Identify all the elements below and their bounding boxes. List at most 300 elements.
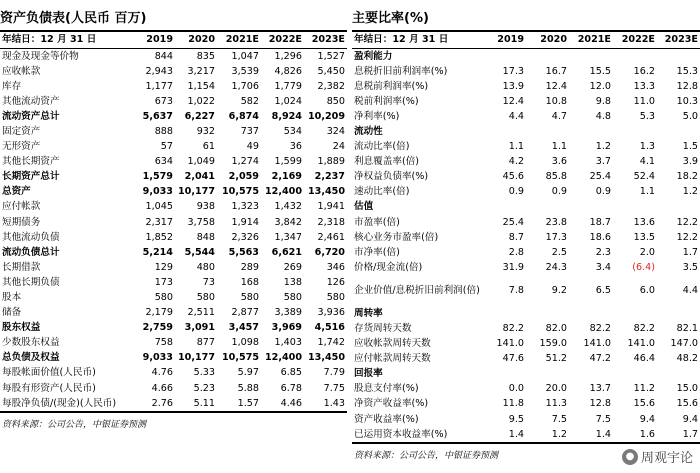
cell-value: 2,041 xyxy=(184,171,215,183)
cell-value: 2,059 xyxy=(228,171,259,183)
cell-value: 6,874 xyxy=(228,110,259,122)
cell-value: 2,179 xyxy=(145,307,173,319)
table-row xyxy=(0,215,347,230)
cell-value: 82.0 xyxy=(545,323,567,335)
cell-value: 3.9 xyxy=(682,156,698,168)
cell-value: 2,169 xyxy=(271,171,302,183)
cell-value: 5.0 xyxy=(682,110,698,122)
cell-value: 6,621 xyxy=(271,246,302,258)
wechat-icon: ● xyxy=(622,449,638,465)
table-row xyxy=(352,275,700,306)
cell-value: 5,637 xyxy=(142,110,173,122)
cell-value: 2,318 xyxy=(317,216,345,228)
cell-value: 1,742 xyxy=(317,337,345,349)
cell-value: 1,347 xyxy=(274,231,302,243)
cell-value: 47.6 xyxy=(502,353,524,365)
table-row xyxy=(0,306,347,321)
table-row xyxy=(0,79,347,94)
cell-value: 48.2 xyxy=(676,353,698,365)
cell-value: 15.6 xyxy=(633,398,655,410)
row-label: 其他长期负债 xyxy=(2,276,60,288)
row-label: 市盈率(倍) xyxy=(354,216,400,228)
cell-value: 4,826 xyxy=(274,65,302,77)
cell-value: 2.8 xyxy=(508,246,524,258)
row-label: 净资产收益率(%) xyxy=(354,398,429,410)
cell-value: 1,599 xyxy=(274,156,302,168)
cell-value: 82.2 xyxy=(589,323,611,335)
cell-value: 11.8 xyxy=(502,398,524,410)
cell-value: 1.1 xyxy=(551,141,567,153)
cell-value: 1,914 xyxy=(231,216,259,228)
cell-value: 534 xyxy=(283,125,302,137)
cell-value: 3,217 xyxy=(187,65,215,77)
cell-value: 82.2 xyxy=(502,323,524,335)
cell-value: 25.4 xyxy=(502,216,524,228)
row-label: 每股帐面价值(人民币) xyxy=(2,367,96,379)
cell-value: 5.11 xyxy=(175,396,217,412)
cell-value: 12.8 xyxy=(676,80,698,92)
cell-value: 7.5 xyxy=(595,413,611,425)
cell-value: 1.5 xyxy=(682,141,698,153)
cell-value: 877 xyxy=(196,337,215,349)
cell-value: 24 xyxy=(332,141,345,153)
row-label: 核心业务市盈率(倍) xyxy=(354,231,439,243)
cell-value: 25.4 xyxy=(589,171,611,183)
cell-value: 1,779 xyxy=(274,80,302,92)
cell-value: 3,969 xyxy=(271,322,302,334)
table-row xyxy=(0,366,347,381)
table-row xyxy=(0,49,347,65)
row-label: 流动负债总计 xyxy=(2,246,60,258)
cell-value: 159.0 xyxy=(539,338,567,350)
row-label: 流动资产总计 xyxy=(2,110,60,122)
table-row xyxy=(352,170,700,185)
cell-value: 10,177 xyxy=(177,352,215,364)
cell-value: 1,154 xyxy=(187,80,215,92)
cell-value: 3,936 xyxy=(317,307,345,319)
key-ratios-panel xyxy=(352,0,700,461)
section-heading xyxy=(352,49,700,65)
cell-value: 15.6 xyxy=(676,398,698,410)
cell-value: 6.0 xyxy=(639,284,655,296)
cell-value: 0.9 xyxy=(551,186,567,198)
cell-value: 3.6 xyxy=(551,156,567,168)
row-label: 其他长期资产 xyxy=(2,156,60,168)
row-label: 市净率(倍) xyxy=(354,246,400,258)
cell-value: 11.3 xyxy=(545,398,567,410)
table-row xyxy=(0,321,347,336)
cell-value: 1,024 xyxy=(274,95,302,107)
cell-value: 8,924 xyxy=(271,110,302,122)
cell-value: 57 xyxy=(160,141,173,153)
cell-value: 580 xyxy=(154,292,173,304)
cell-value: 1,323 xyxy=(231,201,259,213)
row-label: 股息支付率(%) xyxy=(354,383,419,395)
table-row xyxy=(352,245,700,260)
cell-value: 126 xyxy=(326,276,345,288)
cell-value: 938 xyxy=(196,201,215,213)
row-label: 净权益负债率(%) xyxy=(354,171,429,183)
cell-value: 173 xyxy=(154,276,173,288)
cell-value: 1,706 xyxy=(231,80,259,92)
table-row xyxy=(0,140,347,155)
table-row xyxy=(0,291,347,306)
cell-value: 4.66 xyxy=(151,382,173,394)
cell-value: 13,450 xyxy=(307,186,345,198)
row-label: 少数股东权益 xyxy=(2,337,60,349)
cell-value: 17.3 xyxy=(502,65,524,77)
row-label: 税前利润率(%) xyxy=(354,95,419,107)
table-row xyxy=(352,79,700,94)
cell-value: 1,403 xyxy=(274,337,302,349)
table-row xyxy=(0,230,347,245)
cell-value: 9.4 xyxy=(639,413,655,425)
cell-value: 0.9 xyxy=(508,186,524,198)
cell-value: 1.4 xyxy=(482,427,526,443)
cell-value: 289 xyxy=(240,261,259,273)
cell-value: 1.43 xyxy=(304,396,347,412)
cell-value: 848 xyxy=(196,231,215,243)
cell-value: 9.8 xyxy=(595,95,611,107)
cell-value: 269 xyxy=(283,261,302,273)
cell-value: 24.3 xyxy=(545,261,567,273)
table-row xyxy=(0,381,347,396)
cell-value: 5.3 xyxy=(639,110,655,122)
cell-value: 2,759 xyxy=(142,322,173,334)
cell-value: 9.2 xyxy=(551,284,567,296)
cell-value: 1.57 xyxy=(217,396,261,412)
row-label: 资产收益率(%) xyxy=(354,413,419,425)
cell-value: 4.8 xyxy=(595,110,611,122)
row-label: 净利率(%) xyxy=(354,110,400,122)
cell-value: 51.2 xyxy=(545,353,567,365)
cell-value: 1,274 xyxy=(231,156,259,168)
row-label: 息税前利润率(%) xyxy=(354,80,429,92)
cell-value: 580 xyxy=(240,292,259,304)
row-label: 其他流动资产 xyxy=(2,95,60,107)
table-row xyxy=(0,155,347,170)
row-label: 流动性 xyxy=(354,125,383,137)
table-row xyxy=(0,124,347,139)
cell-value: 13.7 xyxy=(589,383,611,395)
key-ratios-table xyxy=(352,30,700,444)
cell-value: 2,382 xyxy=(317,80,345,92)
balance-sheet-source: 资料来源：公司公告，中银证券预测 xyxy=(2,420,147,431)
cell-value: 17.3 xyxy=(545,231,567,243)
cell-value: 12.4 xyxy=(545,80,567,92)
cell-value: 580 xyxy=(326,292,345,304)
table-row xyxy=(0,336,347,351)
cell-value: 673 xyxy=(154,95,173,107)
table-header xyxy=(0,31,347,49)
cell-value: 1,889 xyxy=(317,156,345,168)
cell-value: 11.2 xyxy=(633,383,655,395)
table-row xyxy=(352,412,700,427)
watermark-text: 周观宇论 xyxy=(640,451,693,466)
cell-value: 2,511 xyxy=(187,307,215,319)
cell-value: 2,877 xyxy=(231,307,259,319)
row-label: 股本 xyxy=(2,292,22,304)
cell-value: 82.1 xyxy=(676,323,698,335)
row-label: 周转率 xyxy=(354,307,383,319)
cell-value: 36 xyxy=(289,141,302,153)
cell-value: 12.8 xyxy=(589,398,611,410)
table-row xyxy=(0,260,347,275)
cell-value: 0.9 xyxy=(595,186,611,198)
row-label: 储备 xyxy=(2,307,22,319)
cell-value: 7.5 xyxy=(551,413,567,425)
cell-value: 138 xyxy=(283,276,302,288)
row-label: 估值 xyxy=(354,201,374,213)
cell-value: 480 xyxy=(196,261,215,273)
cell-value: 2.5 xyxy=(551,246,567,258)
table-row xyxy=(352,215,700,230)
cell-value: 13.5 xyxy=(633,231,655,243)
cell-value: 47.2 xyxy=(589,353,611,365)
table-row xyxy=(0,275,347,290)
cell-value: 850 xyxy=(326,95,345,107)
row-label: 每股有形资产(人民币) xyxy=(2,382,96,394)
balance-sheet-title: 资产负债表(人民币 百万) xyxy=(0,11,147,26)
cell-value: 147.0 xyxy=(670,338,698,350)
cell-value: 1.7 xyxy=(682,246,698,258)
cell-value: 15.0 xyxy=(676,383,698,395)
row-label: 应收帐款 xyxy=(2,65,41,77)
cell-value: 1.2 xyxy=(682,186,698,198)
cell-value: 3,091 xyxy=(184,322,215,334)
cell-value: 16.7 xyxy=(545,65,567,77)
cell-value: 13.3 xyxy=(633,80,655,92)
cell-value: 1.1 xyxy=(639,186,655,198)
cell-value: 9.4 xyxy=(682,413,698,425)
cell-value: 4,516 xyxy=(314,322,345,334)
cell-value: 737 xyxy=(240,125,259,137)
row-label: 无形资产 xyxy=(2,141,41,153)
cell-value: 5.88 xyxy=(237,382,259,394)
cell-value: 2021E xyxy=(569,31,613,49)
table-row xyxy=(0,351,347,366)
table-row xyxy=(352,155,700,170)
cell-value: 2022E xyxy=(613,31,657,49)
cell-value: 12.2 xyxy=(676,231,698,243)
cell-value: 2019 xyxy=(133,31,175,49)
cell-value: 2.0 xyxy=(639,246,655,258)
cell-value: 2021E xyxy=(217,31,261,49)
row-label: 息税折旧前利润率(%) xyxy=(354,65,448,77)
table-row xyxy=(352,94,700,109)
cell-value: 2,943 xyxy=(145,65,173,77)
cell-value: 18.7 xyxy=(589,216,611,228)
cell-value: 6.5 xyxy=(595,284,611,296)
row-label: 股东权益 xyxy=(2,322,41,334)
table-row xyxy=(0,170,347,185)
cell-value: 634 xyxy=(154,156,173,168)
cell-value: 52.4 xyxy=(633,171,655,183)
row-label: 利息覆盖率(倍) xyxy=(354,156,420,168)
cell-value: 6.78 xyxy=(280,382,302,394)
cell-value: 6.85 xyxy=(280,367,302,379)
cell-value: 141.0 xyxy=(583,338,611,350)
cell-value: 73 xyxy=(202,276,215,288)
cell-value: 141.0 xyxy=(496,338,524,350)
cell-value: 844 xyxy=(154,50,173,62)
cell-value: 2,237 xyxy=(314,171,345,183)
cell-value: 13.6 xyxy=(633,216,655,228)
cell-value: 5,544 xyxy=(184,246,215,258)
row-label: 流动比率(倍) xyxy=(354,141,410,153)
cell-value: 1,049 xyxy=(187,156,215,168)
cell-value: 20.0 xyxy=(545,383,567,395)
cell-value: 3,758 xyxy=(187,216,215,228)
cell-value: 10,575 xyxy=(221,352,259,364)
cell-value: 580 xyxy=(196,292,215,304)
cell-value: 2.3 xyxy=(595,246,611,258)
cell-value: 2023E xyxy=(657,31,700,49)
cell-value: 1,941 xyxy=(317,201,345,213)
table-row xyxy=(352,427,700,443)
table-row xyxy=(352,337,700,352)
cell-value: 5.23 xyxy=(193,382,215,394)
cell-value: 10.8 xyxy=(545,95,567,107)
row-label: 其他流动负债 xyxy=(2,231,60,243)
table-row xyxy=(0,185,347,200)
cell-value: 835 xyxy=(196,50,215,62)
row-label: 每股净负债/(现金)(人民币) xyxy=(0,396,133,412)
cell-value: 9,033 xyxy=(142,186,173,198)
cell-value: 1,852 xyxy=(145,231,173,243)
key-ratios-source: 资料来源：公司公告，中银证券预测 xyxy=(354,451,499,462)
row-label: 库存 xyxy=(2,80,22,92)
cell-value: 3,389 xyxy=(274,307,302,319)
cell-value: 1,296 xyxy=(274,50,302,62)
key-ratios-title: 主要比率(%) xyxy=(352,11,429,26)
cell-value: 3.5 xyxy=(682,261,698,273)
table-row xyxy=(352,382,700,397)
row-label: 应付帐款 xyxy=(2,201,41,213)
cell-value: 2022E xyxy=(261,31,304,49)
cell-value: 1.2 xyxy=(526,427,569,443)
watermark xyxy=(619,446,696,467)
cell-value: 1.3 xyxy=(639,141,655,153)
cell-value: 18.2 xyxy=(676,171,698,183)
cell-value: 168 xyxy=(240,276,259,288)
cell-value: 4.1 xyxy=(639,156,655,168)
cell-value: (6.4) xyxy=(632,261,655,273)
cell-value: 4.76 xyxy=(151,367,173,379)
section-heading xyxy=(352,200,700,215)
table-row xyxy=(352,64,700,79)
cell-value: 2,461 xyxy=(317,231,345,243)
row-label: 总负债及权益 xyxy=(2,352,60,364)
cell-value: 18.6 xyxy=(589,231,611,243)
cell-value: 932 xyxy=(196,125,215,137)
cell-value: 1,527 xyxy=(317,50,345,62)
cell-value: 85.8 xyxy=(545,171,567,183)
cell-value: 7.75 xyxy=(323,382,345,394)
row-label: 年结日：12 月 31 日 xyxy=(352,31,482,49)
row-label: 现金及现金等价物 xyxy=(2,50,79,62)
cell-value: 1.1 xyxy=(508,141,524,153)
row-label: 固定资产 xyxy=(2,125,41,137)
cell-value: 2023E xyxy=(304,31,347,49)
table-row xyxy=(0,64,347,79)
cell-value: 7.79 xyxy=(323,367,345,379)
cell-value: 1.2 xyxy=(595,141,611,153)
cell-value: 8.7 xyxy=(508,231,524,243)
row-label: 企业价值/息税折旧前利润(倍) xyxy=(354,285,480,297)
cell-value: 46.4 xyxy=(633,353,655,365)
cell-value: 12.2 xyxy=(676,216,698,228)
cell-value: 346 xyxy=(326,261,345,273)
cell-value: 4.46 xyxy=(261,396,304,412)
cell-value: 4.2 xyxy=(508,156,524,168)
cell-value: 2020 xyxy=(526,31,569,49)
table-row xyxy=(352,260,700,275)
row-label: 应收帐款周转天数 xyxy=(354,338,431,350)
row-label: 价格/现金流(倍) xyxy=(354,261,423,273)
cell-value: 3.7 xyxy=(595,156,611,168)
cell-value: 1.4 xyxy=(569,427,613,443)
cell-value: 10,575 xyxy=(221,186,259,198)
table-row xyxy=(0,245,347,260)
cell-value: 10,209 xyxy=(307,110,345,122)
cell-value: 9,033 xyxy=(142,352,173,364)
cell-value: 141.0 xyxy=(627,338,655,350)
cell-value: 23.8 xyxy=(545,216,567,228)
section-heading xyxy=(352,124,700,139)
cell-value: 1,047 xyxy=(231,50,259,62)
cell-value: 1,432 xyxy=(274,201,302,213)
table-header xyxy=(352,31,700,49)
cell-value: 7.8 xyxy=(508,284,524,296)
section-heading xyxy=(352,367,700,382)
cell-value: 4.4 xyxy=(682,284,698,296)
cell-value: 4.4 xyxy=(508,110,524,122)
table-row xyxy=(0,396,347,412)
cell-value: 12.4 xyxy=(502,95,524,107)
cell-value: 10,177 xyxy=(177,186,215,198)
cell-value: 61 xyxy=(202,141,215,153)
row-label: 应付帐款周转天数 xyxy=(354,353,431,365)
cell-value: 1,579 xyxy=(142,171,173,183)
cell-value: 49 xyxy=(246,141,259,153)
cell-value: 31.9 xyxy=(502,261,524,273)
row-label: 回报率 xyxy=(354,368,383,380)
table-row xyxy=(352,397,700,412)
cell-value: 15.5 xyxy=(589,65,611,77)
row-label: 总资产 xyxy=(2,186,31,198)
cell-value: 11.0 xyxy=(633,95,655,107)
cell-value: 2,326 xyxy=(231,231,259,243)
cell-value: 2020 xyxy=(175,31,217,49)
cell-value: 1,098 xyxy=(231,337,259,349)
section-heading xyxy=(352,306,700,321)
cell-value: 1,045 xyxy=(145,201,173,213)
cell-value: 5,563 xyxy=(228,246,259,258)
cell-value: 1.7 xyxy=(657,427,700,443)
cell-value: 3.4 xyxy=(595,261,611,273)
cell-value: 6,227 xyxy=(184,110,215,122)
row-label: 存货周转天数 xyxy=(354,323,412,335)
cell-value: 10.3 xyxy=(676,95,698,107)
cell-value: 13,450 xyxy=(307,352,345,364)
cell-value: 2.76 xyxy=(133,396,175,412)
cell-value: 5.33 xyxy=(193,367,215,379)
table-row xyxy=(352,185,700,200)
row-label: 短期债务 xyxy=(2,216,41,228)
cell-value: 5,450 xyxy=(317,65,345,77)
balance-sheet-table xyxy=(0,30,347,413)
